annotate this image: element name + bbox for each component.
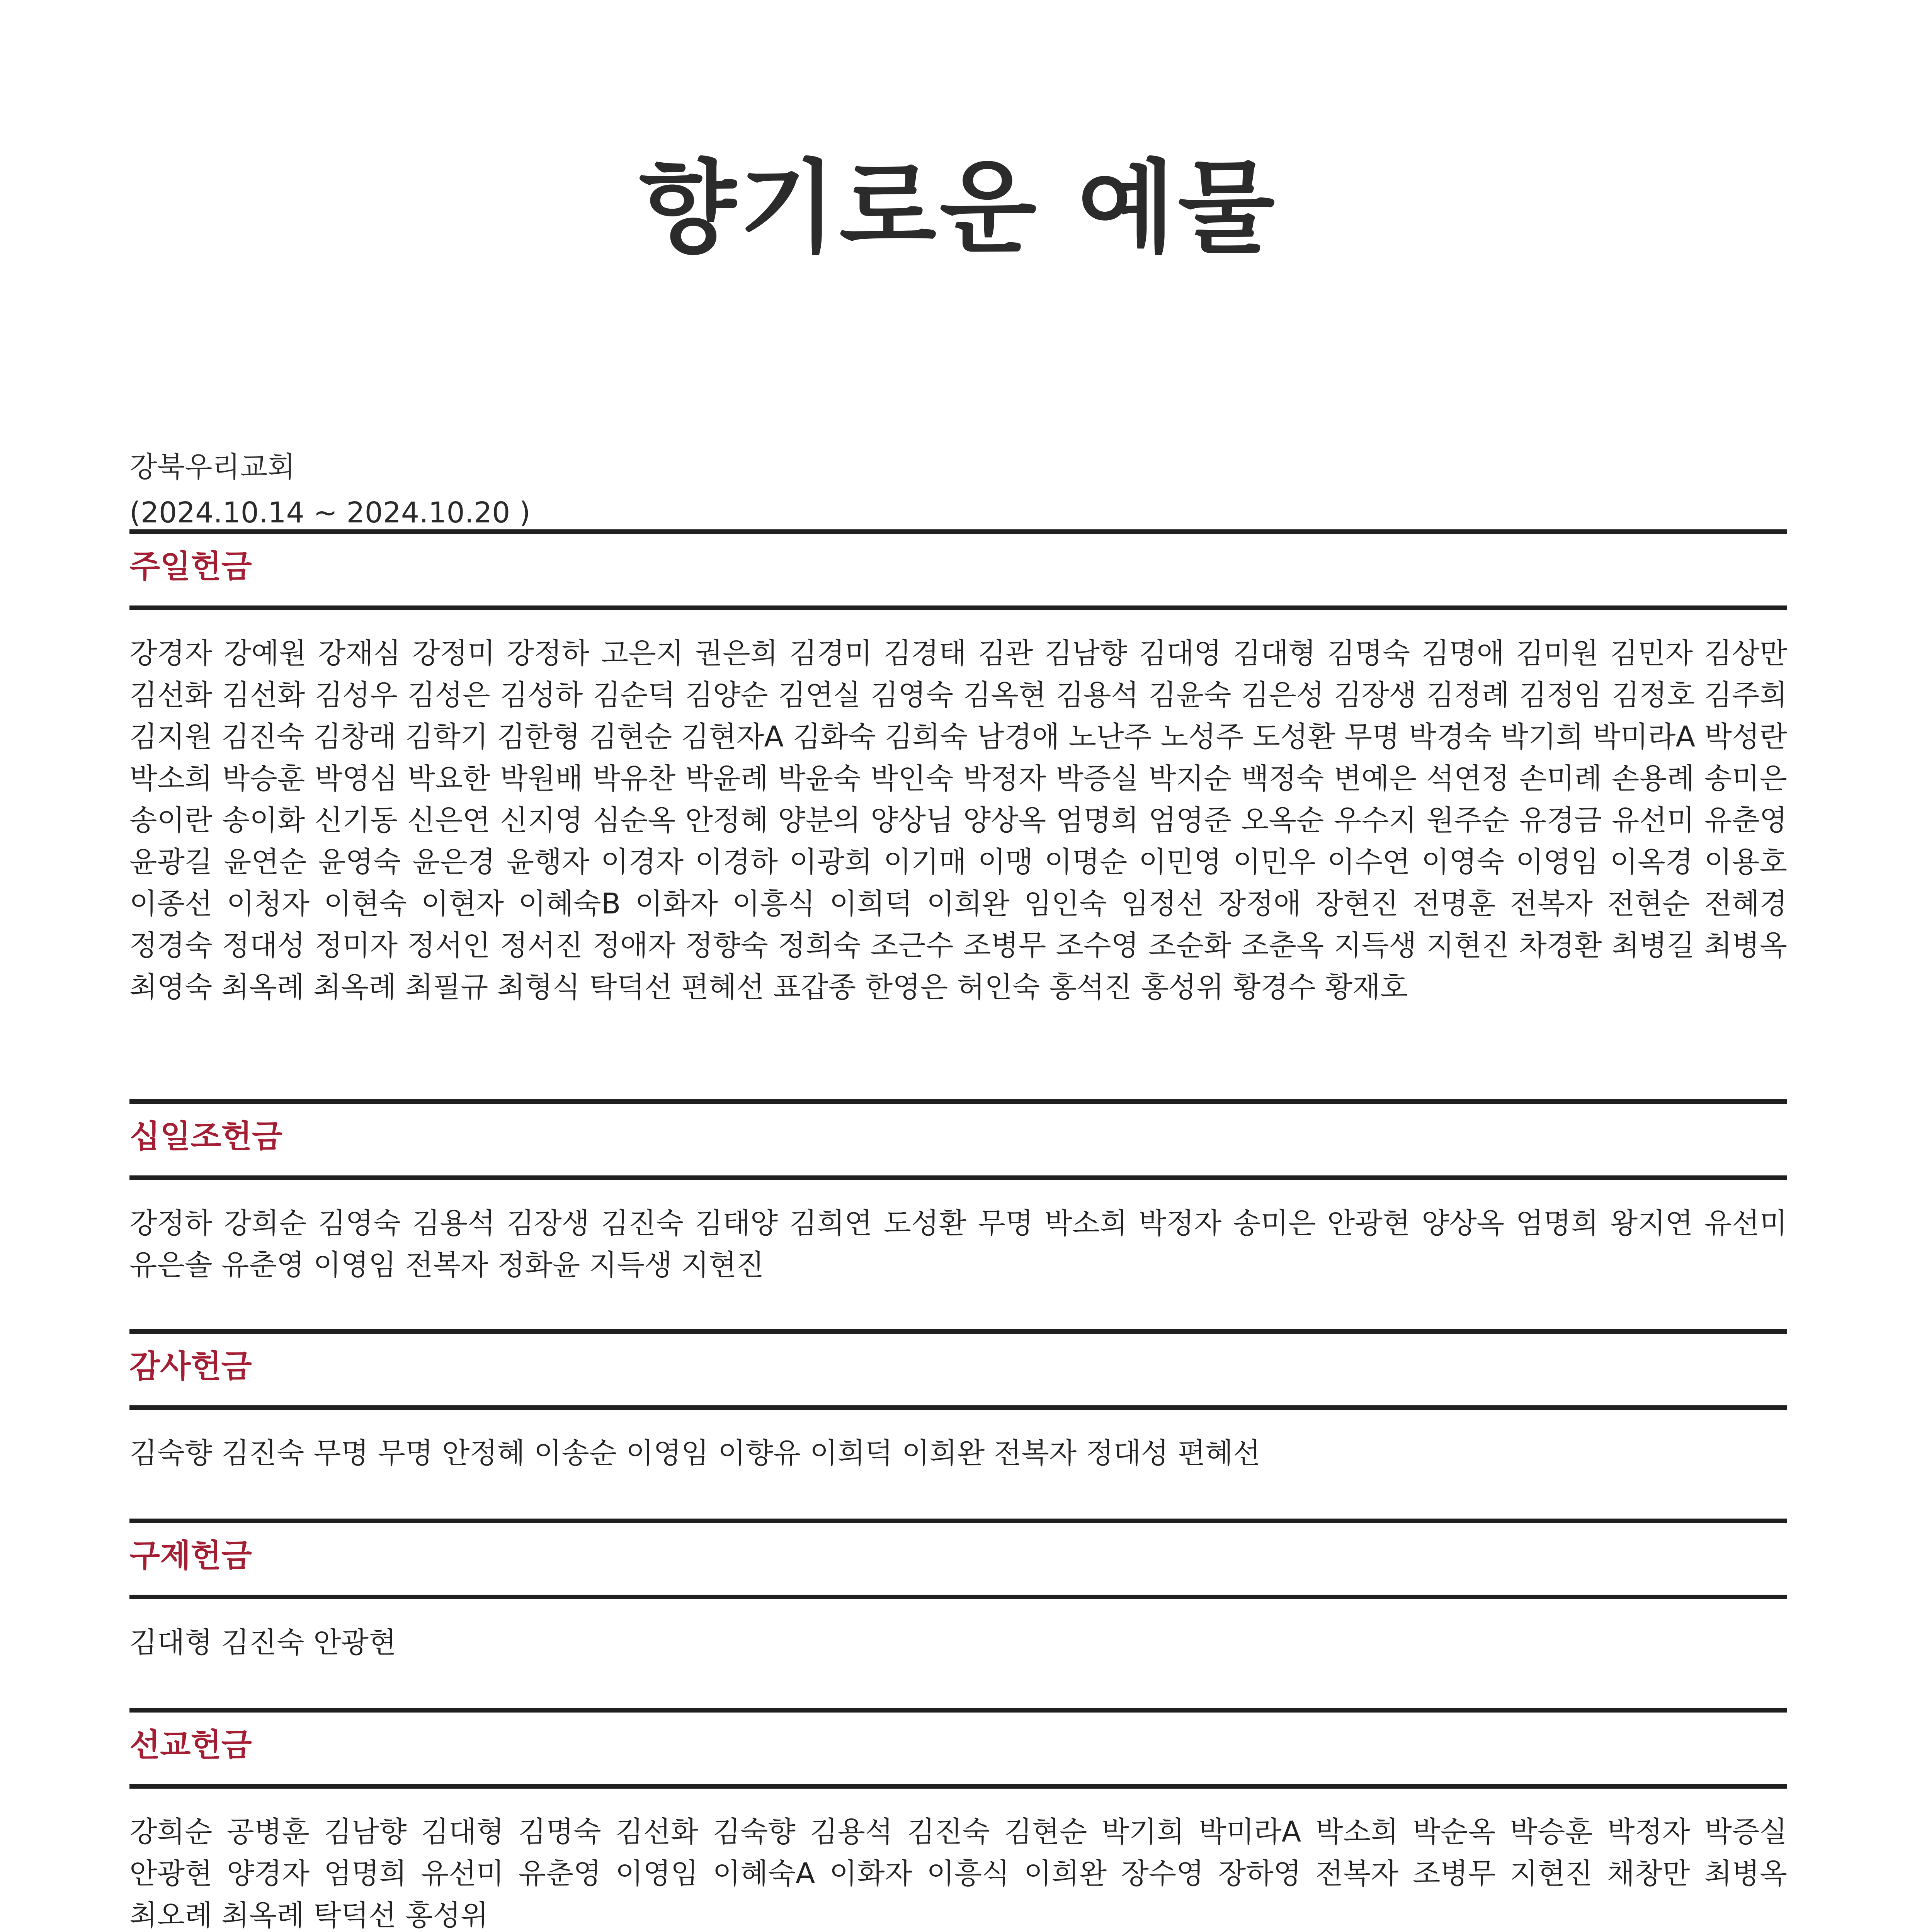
section-divider (129, 1595, 1787, 1599)
section-title: 선교헌금 (129, 1727, 252, 1764)
section-divider (129, 1405, 1787, 1410)
section-mission-offering (129, 1708, 1787, 1932)
section-title: 구제헌금 (129, 1537, 252, 1574)
document-meta (129, 444, 1791, 536)
donor-names: 김숙향 김진숙 무명 무명 안정혜 이송순 이영임 이향유 이희덕 이희완 전복자 정대성 편혜선 (129, 1437, 1261, 1470)
section-divider (129, 1099, 1787, 1104)
donor-names: 강경자 강예원 강재심 강정미 강정하 고은지 권은희 김경미 김경태 김관 김남향 김대영 김대형 김명숙 김명애 김미원 김민자 김상만 김선화 김선화 김성우 김성은 김성하 김순덕 김양순 김연실 김영숙 김옥현 김용석 김윤숙 김은성 김장생 김정례 김정임 김정호 김주희 김지원 김진숙 김창래 김학기 김한형 김현순 김현자A 김화숙 김희숙 남경애 노난주 노성주 도성환 무명 박경숙 박기희 박미라A 박성란 박소희 박승훈 박영심 박요한 박원배 박유찬 박윤례 박윤숙 박인숙 박정자 박증실 박지순 백정숙 변예은 석연정 손미례 손용례 송미은 송이란 송이화 신기동 신은연 신지영 심순옥 안정혜 양분의 양상님 양상옥 엄명희 엄영준 오옥순 우수지 원주순 유경금 유선미 유춘영 윤광길 윤연순 윤영숙 윤은경 윤행자 이경자 이경하 이광희 이기매 이맹 이명순 이민영 이민우 이수연 이영숙 이영임 이옥경 이용호 이종선 이청자 이현숙 이현자 이혜숙B 이화자 이흥식 이희덕 이희완 임인숙 임정선 장정애 장현진 전명훈 전복자 전현순 전혜경 정경숙 정대성 정미자 정서인 정서진 정애자 정향숙 정희숙 조근수 조병무 조수영 조순화 조춘옥 지득생 지현진 차경환 최병길 최병옥 최영숙 최옥례 최옥례 최필규 최형식 탁덕선 편혜선 표갑종 한영은 허인숙 홍석진 홍성위 황경수 황재호 (129, 637, 1787, 1004)
section-divider (129, 605, 1787, 610)
section-divider (129, 1519, 1787, 1523)
section-thanks-offering (129, 1329, 1787, 1474)
section-title: 감사헌금 (129, 1348, 252, 1385)
donor-names: 김대형 김진숙 안광현 (129, 1626, 396, 1659)
section-tithe-offering (129, 1099, 1787, 1286)
section-relief-offering (129, 1519, 1787, 1663)
section-divider (129, 529, 1787, 534)
church-name: 강북우리교회 (129, 451, 295, 484)
donor-names: 강정하 강희순 김영숙 김용석 김장생 김진숙 김태양 김희연 도성환 무명 박소희 박정자 송미은 안광현 양상옥 엄명희 왕지연 유선미 유은솔 유춘영 이영임 전복자 정화윤 지득생 지현진 (129, 1207, 1787, 1282)
section-divider (129, 1175, 1787, 1180)
section-sunday-offering (129, 529, 1787, 1008)
section-divider (129, 1784, 1787, 1789)
section-title: 주일헌금 (129, 548, 252, 585)
donor-names: 강희순 공병훈 김남향 김대형 김명숙 김선화 김숙향 김용석 김진숙 김현순 박기희 박미라A 박소희 박순옥 박승훈 박정자 박증실 안광현 양경자 엄명희 유선미 유춘영 이영임 이혜숙A 이화자 이흥식 이희완 장수영 장하영 전복자 조병무 지현진 채창만 최병옥 최오례 최옥례 탁덕선 홍성위 (129, 1815, 1787, 1932)
page-title: 향기로운 예물 (639, 150, 1278, 267)
date-range: (2024.10.14 ~ 2024.10.20 ) (129, 496, 531, 529)
section-title: 십일조헌금 (129, 1118, 283, 1155)
section-divider (129, 1329, 1787, 1334)
section-divider (129, 1708, 1787, 1713)
